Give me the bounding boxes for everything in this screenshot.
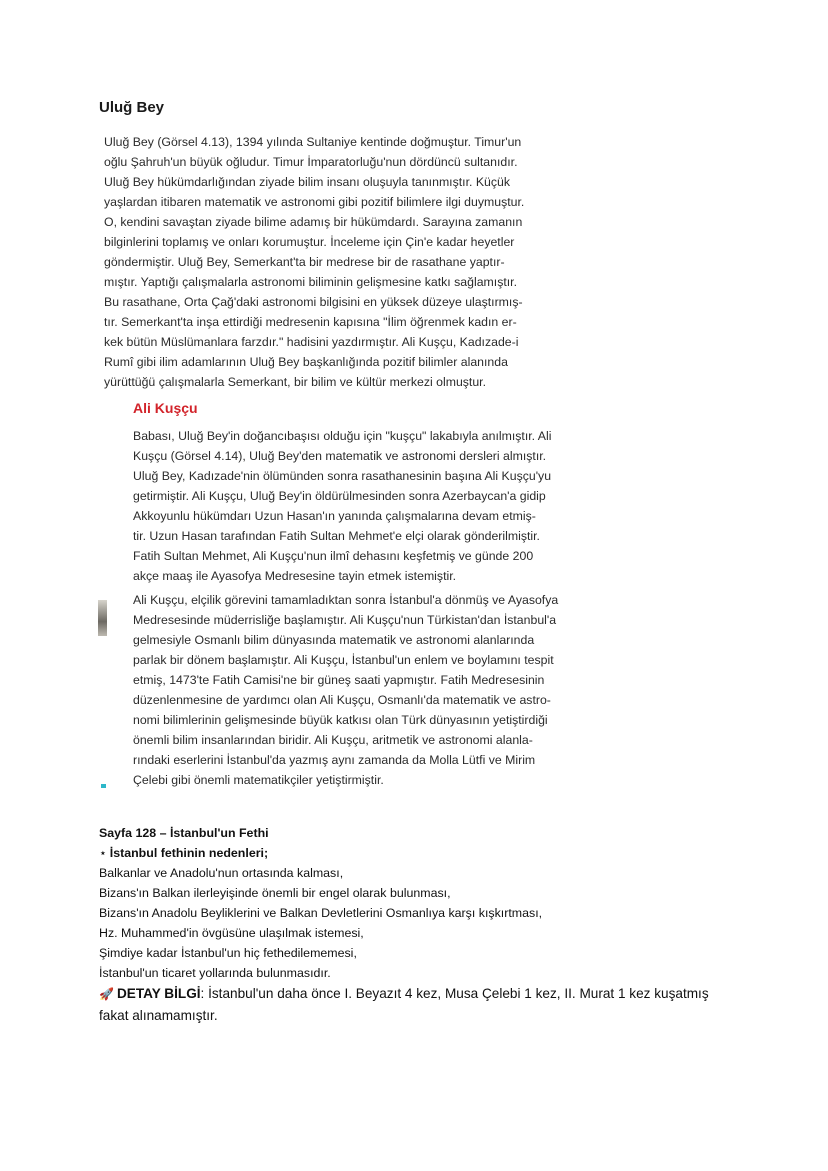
notes-section — [99, 823, 739, 1026]
detail-text: : İstanbul'un daha önce I. Beyazıt 4 kez, Musa Çelebi 1 kez, II. Murat 1 kez kuşatmış fakat alınamamıştır. — [99, 986, 709, 1023]
ulug-bey-paragraph — [104, 132, 624, 392]
text-line: düzenlenmesine de yardımcı olan Ali Kuşçu, Osmanlı'da matematik ve astro- — [133, 693, 551, 707]
star-icon: ⋆ — [99, 846, 107, 860]
text-line: O, kendini savaştan ziyade bilime adamış bir hükümdardı. Sarayına zamanın — [104, 215, 523, 229]
scan-edge-mark — [98, 600, 107, 636]
text-line: getirmiştir. Ali Kuşçu, Uluğ Bey'in öldürülmesinden sonra Azerbaycan'a gidip — [133, 489, 546, 503]
list-item: Hz. Muhammed'in övgüsüne ulaşılmak istemesi, — [99, 926, 364, 940]
text-line: Rumî gibi ilim adamlarının Uluğ Bey başkanlığında pozitif bilimler alanında — [104, 355, 508, 369]
text-line: nomi bilimlerinin gelişmesinde büyük katkısı olan Türk dünyasının yetiştirdiği — [133, 713, 548, 727]
text-line: Fatih Sultan Mehmet, Ali Kuşçu'nun ilmî dehasını keşfetmiş ve günde 200 — [133, 549, 534, 563]
ali-kuscu-paragraph-2 — [133, 590, 641, 790]
text-line: rındaki eserlerini İstanbul'da yazmış aynı zamanda da Molla Lütfi ve Mirim — [133, 753, 536, 767]
text-line: önemli bilim insanlarından biridir. Ali Kuşçu, aritmetik ve astronomi alanla- — [133, 733, 533, 747]
text-line: bilginlerini toplamış ve onları korumuştur. İnceleme için Çin'e kadar heyetler — [104, 235, 515, 249]
text-line: akçe maaş ile Ayasofya Medresesine tayin etmek istemiştir. — [133, 569, 457, 583]
reasons-heading — [99, 843, 739, 863]
text-line: oğlu Şahruh'un büyük oğludur. Timur İmparatorluğu'nun dördüncü sultanıdır. — [104, 155, 518, 169]
text-line: Bu rasathane, Orta Çağ'daki astronomi bilgisini en yüksek düzeye ulaştırmış- — [104, 295, 523, 309]
text-line: Babası, Uluğ Bey'in doğancıbaşısı olduğu için "kuşçu" lakabıyla anılmıştır. Ali — [133, 429, 552, 443]
page-heading: Uluğ Bey — [99, 99, 165, 116]
list-item: Bizans'ın Balkan ilerleyişinde önemli bir engel olarak bulunması, — [99, 886, 451, 900]
text-line: kek bütün Müslümanlara farzdır." hadisini yazdırmıştır. Ali Kuşçu, Kadızade-i — [104, 335, 519, 349]
section-title: Sayfa 128 – İstanbul'un Fethi — [99, 826, 269, 840]
text-line: parlak bir dönem başlamıştır. Ali Kuşçu, İstanbul'un enlem ve boylamını tespit — [133, 653, 554, 667]
ali-kuscu-paragraph-1 — [133, 426, 641, 586]
text-line: Uluğ Bey hükümdarlığından ziyade bilim insanı oluşuyla tanınmıştır. Küçük — [104, 175, 511, 189]
text-line: yaşlardan itibaren matematik ve astronomi gibi pozitif bilimlere ilgi duymuştur. — [104, 195, 525, 209]
list-item: Şimdiye kadar İstanbul'un hiç fethedilememesi, — [99, 946, 357, 960]
text-line: Ali Kuşçu, elçilik görevini tamamladıktan sonra İstanbul'a dönmüş ve Ayasofya — [133, 593, 559, 607]
text-line: Uluğ Bey, Kadızade'nin ölümünden sonra rasathanesinin başına Ali Kuşçu'yu — [133, 469, 552, 483]
text-line: Uluğ Bey (Görsel 4.13), 1394 yılında Sultaniye kentinde doğmuştur. Timur'un — [104, 135, 522, 149]
text-line: gelmesiyle Osmanlı bilim dünyasında matematik ve astronomi alanlarında — [133, 633, 535, 647]
detail-note — [99, 983, 739, 1026]
list-item: İstanbul'un ticaret yollarında bulunmasıdır. — [99, 966, 331, 980]
scan-artifact-dot — [101, 784, 106, 788]
rocket-icon: 🚀 — [99, 987, 114, 1001]
text-line: Kuşçu (Görsel 4.14), Uluğ Bey'den matematik ve astronomi dersleri almıştır. — [133, 449, 547, 463]
ali-kuscu-heading: Ali Kuşçu — [133, 400, 198, 416]
list-item: Balkanlar ve Anadolu'nun ortasında kalması, — [99, 866, 344, 880]
text-line: Akkoyunlu hükümdarı Uzun Hasan'ın yanında çalışmalarına devam etmiş- — [133, 509, 536, 523]
text-line: mıştır. Yaptığı çalışmalarla astronomi biliminin gelişmesine katkı sağlamıştır. — [104, 275, 518, 289]
text-line: etmiş, 1473'te Fatih Camisi'ne bir güneş saati yapmıştır. Fatih Medresesinin — [133, 673, 545, 687]
text-line: Çelebi gibi önemli matematikçiler yetiştirmiştir. — [133, 773, 384, 787]
text-line: Medresesinde müderrisliğe başlamıştır. Ali Kuşçu'nun Türkistan'dan İstanbul'a — [133, 613, 557, 627]
detail-label: DETAY BİLGİ — [116, 986, 201, 1001]
text-line: tır. Semerkant'ta inşa ettirdiği medresenin kapısına "İlim öğrenmek kadın er- — [104, 315, 517, 329]
reasons-title: İstanbul fethinin nedenleri; — [109, 846, 269, 860]
text-line: göndermiştir. Uluğ Bey, Semerkant'ta bir medrese bir de rasathane yaptır- — [104, 255, 505, 269]
list-item: Bizans'ın Anadolu Beyliklerini ve Balkan Devletlerini Osmanlıya karşı kışkırtması, — [99, 906, 543, 920]
text-line: yürüttüğü çalışmalarla Semerkant, bir bilim ve kültür merkezi olmuştur. — [104, 375, 487, 389]
text-line: tir. Uzun Hasan tarafından Fatih Sultan Mehmet'e elçi olarak gönderilmiştir. — [133, 529, 540, 543]
